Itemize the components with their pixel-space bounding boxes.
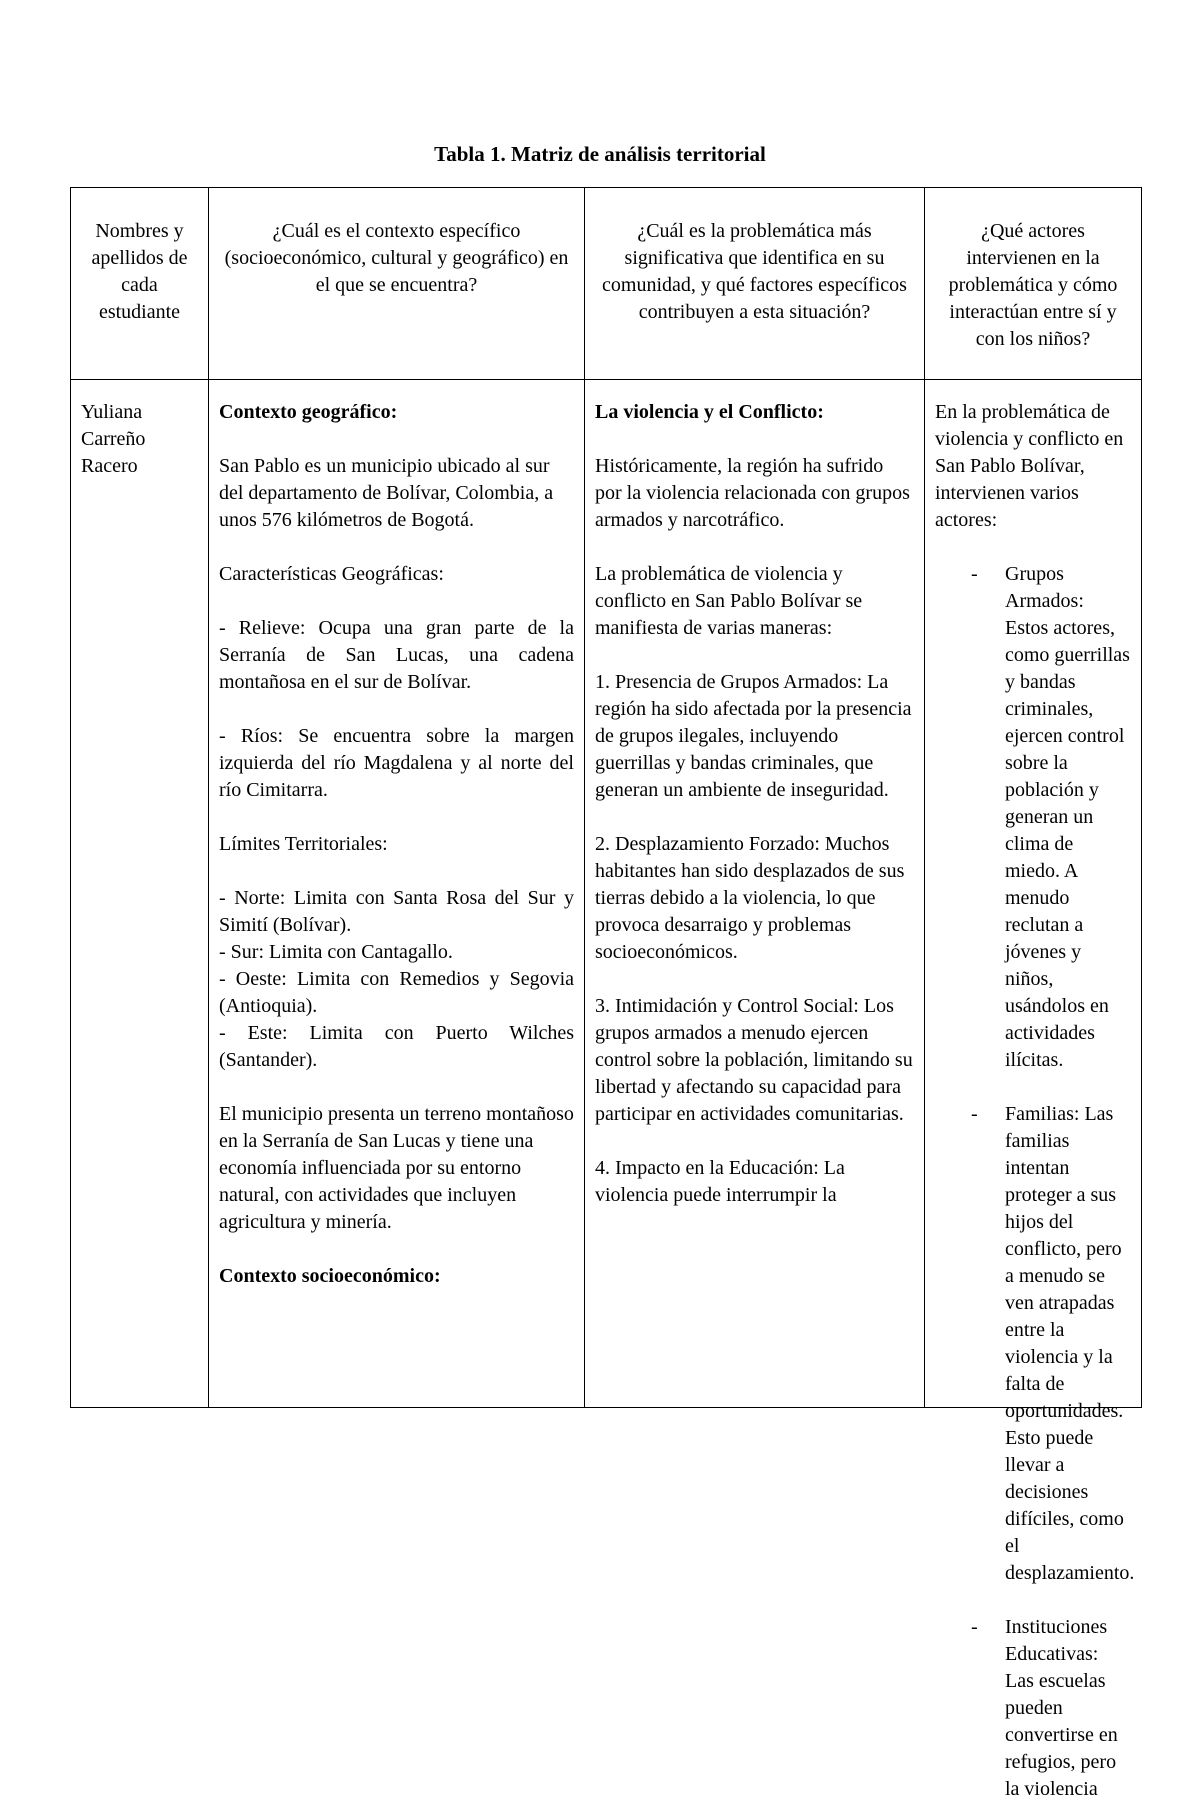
actor-institutions: Instituciones Educativas: Las escuelas pueden convertirse en refugios, pero la violencia bbox=[1005, 1616, 1118, 1800]
student-first-name: Yuliana bbox=[81, 401, 143, 423]
problem-item-armed-groups: 1. Presencia de Grupos Armados: La región ha sido afectada por la presencia de grupos ilegales, incluyendo guerrillas y bandas criminales, que generan un ambiente de inseguridad. bbox=[595, 671, 912, 801]
header-problem: ¿Cuál es la problemática más significativa que identifica en su comunidad, y qué factores específicos contribuyen a esta situación? bbox=[585, 188, 925, 380]
limit-north: - Norte: Limita con Santa Rosa del Sur y Simití (Bolívar). bbox=[219, 887, 574, 936]
context-socioeconomic-heading: Contexto socioeconómico: bbox=[219, 1265, 441, 1287]
relief-text: - Relieve: Ocupa una gran parte de la Serranía de San Lucas, una cadena montañosa en el sur de Bolívar. bbox=[219, 617, 574, 693]
bullet-dash: - bbox=[971, 563, 978, 585]
context-summary: El municipio presenta un terreno montañoso en la Serranía de San Lucas y tiene una economía influenciada por su entorno natural, con actividades que incluyen agricultura y minería. bbox=[219, 1103, 574, 1233]
table-title: Tabla 1. Matriz de análisis territorial bbox=[434, 142, 766, 166]
bullet-dash: - bbox=[971, 1103, 978, 1125]
problem-item-displacement: 2. Desplazamiento Forzado: Muchos habitantes han sido desplazados de sus tierras debido a la violencia, lo que provoca desarraigo y problemas socioeconómicos. bbox=[595, 833, 905, 963]
header-actors: ¿Qué actores intervienen en la problemática y cómo interactúan entre sí y con los niños? bbox=[925, 188, 1142, 380]
context-cell bbox=[209, 380, 585, 1408]
table-row bbox=[71, 380, 1142, 1408]
list-item bbox=[935, 561, 1131, 1074]
problem-item-education: 4. Impacto en la Educación: La violencia puede interrumpir la bbox=[595, 1157, 845, 1206]
actors-list bbox=[935, 561, 1135, 1803]
limit-west: - Oeste: Limita con Remedios y Segovia (Antioquia). bbox=[219, 968, 574, 1017]
header-context: ¿Cuál es el contexto específico (socioeconómico, cultural y geográfico) en el que se encuentra? bbox=[209, 188, 585, 380]
student-name-cell bbox=[71, 380, 209, 1408]
student-surname-1: Carreño bbox=[81, 428, 146, 450]
problem-cell bbox=[585, 380, 925, 1408]
table-header-row bbox=[71, 188, 1142, 380]
header-student-names: Nombres y apellidos de cada estudiante bbox=[71, 188, 209, 380]
limit-south: - Sur: Limita con Cantagallo. bbox=[219, 941, 453, 963]
territorial-analysis-table bbox=[70, 187, 1142, 1800]
actors-cell bbox=[925, 380, 1142, 1800]
problem-manifest: La problemática de violencia y conflicto en San Pablo Bolívar se manifiesta de varias maneras: bbox=[595, 563, 863, 639]
limit-east: - Este: Limita con Puerto Wilches (Santander). bbox=[219, 1022, 574, 1071]
context-intro: San Pablo es un municipio ubicado al sur del departamento de Bolívar, Colombia, a unos 576 kilómetros de Bogotá. bbox=[219, 455, 554, 531]
list-item bbox=[935, 1101, 1135, 1587]
rivers-text: - Ríos: Se encuentra sobre la margen izquierda del río Magdalena y al norte del río Cimitarra. bbox=[219, 725, 574, 801]
problem-item-intimidation: 3. Intimidación y Control Social: Los grupos armados a menudo ejercen control sobre la población, limitando su libertad y afectando su capacidad para participar en actividades comunitarias. bbox=[595, 995, 913, 1125]
context-geographic-heading: Contexto geográfico: bbox=[219, 401, 398, 423]
actors-intro: En la problemática de violencia y conflicto en San Pablo Bolívar, intervienen varios actores: bbox=[935, 401, 1124, 531]
problem-history: Históricamente, la región ha sufrido por la violencia relacionada con grupos armados y narcotráfico. bbox=[595, 455, 910, 531]
actor-armed-groups: Grupos Armados: Estos actores, como guerrillas y bandas criminales, ejercen control sobre la población y generan un clima de miedo. A menudo reclutan a jóvenes y niños, usándolos en actividades ilícitas. bbox=[1005, 563, 1130, 1071]
limits-title: Límites Territoriales: bbox=[219, 833, 388, 855]
student-surname-2: Racero bbox=[81, 455, 138, 477]
problem-heading: La violencia y el Conflicto: bbox=[595, 401, 824, 423]
actor-families: Familias: Las familias intentan proteger a sus hijos del conflicto, pero a menudo se ven atrapadas entre la violencia y la falta de oportunidades. Esto puede llevar a decisiones difíciles, como el desplazamiento. bbox=[1005, 1103, 1135, 1584]
bullet-dash: - bbox=[971, 1616, 978, 1638]
list-item bbox=[935, 1614, 1131, 1803]
geo-characteristics-title: Características Geográficas: bbox=[219, 563, 444, 585]
